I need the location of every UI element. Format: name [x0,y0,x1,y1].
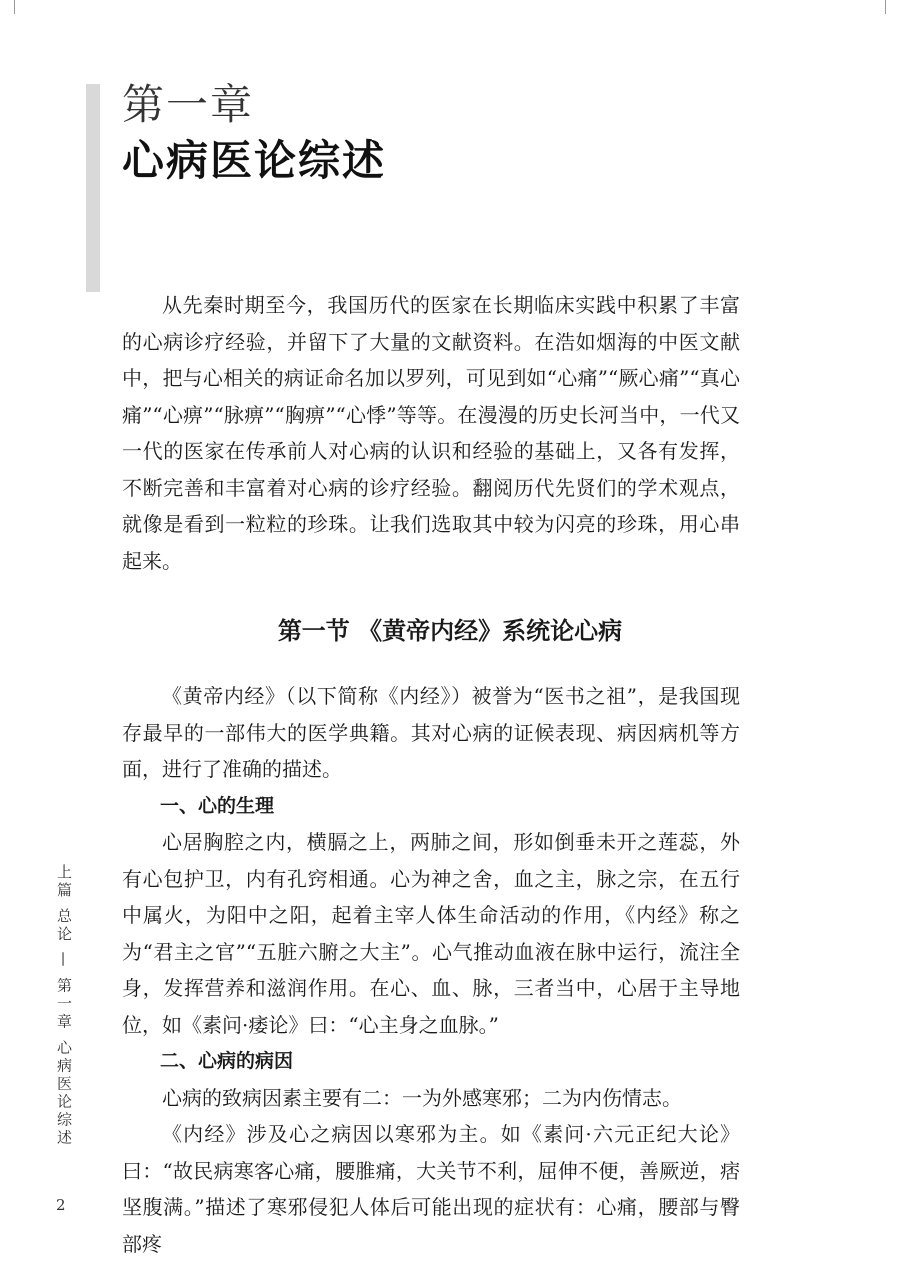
chapter-accent-bar [86,84,100,292]
subheading-etiology: 二、心病的病因 [160,1050,294,1072]
section-content [122,678,740,1262]
page-number: 2 [56,1196,66,1214]
chapter-label: 第一章 [122,80,255,129]
paragraph-3: 心病的致病因素主要有二：一为外感寒邪；二为内伤情志。 [162,1085,682,1110]
paragraph-4: 《内经》涉及心之病因以寒邪为主。如《素问·六元正纪大论》曰：“故民病寒客心痛，腰脽痛，大关节不利，屈伸不便，善厥逆，痞坚腹满。”描述了寒邪侵犯人体后可能出现的症状有：心痛，腰部与臀部疼 [122,1122,740,1256]
crop-mark-left [0,0,15,14]
intro-block [122,287,740,579]
paragraph-2: 心居胸腔之内，横膈之上，两肺之间，形如倒垂未开之莲蕊，外有心包护卫，内有孔窍相通。心为神之舍，血之主，脉之宗，在五行中属火，为阳中之阳，起着主宰人体生命活动的作用，《内经》称之为“君主之官”“五脏六腑之大主”。心气推动血液在脉中运行，流注全身，发挥营养和滋润作用。在心、血、脉，三者当中，心居于主导地位，如《素问·痿论》曰：“心主身之血脉。” [122,830,740,1037]
running-head: 上篇 总论 — 第一章 心病医论综述 [55,864,73,1148]
crop-mark-right [885,0,900,14]
chapter-title: 心病医论综述 [122,136,387,185]
paragraph-1: 《黄帝内经》（以下简称《内经》）被誉为“医书之祖”，是我国现存最早的一部伟大的医学典籍。其对心病的证候表现、病因病机等方面，进行了准确的描述。 [122,684,740,781]
intro-paragraph: 从先秦时期至今，我国历代的医家在长期临床实践中积累了丰富的心病诊疗经验，并留下了大量的文献资料。在浩如烟海的中医文献中，把与心相关的病证命名加以罗列，可见到如“心痛”“厥心痛”“真心痛”“心痹”“脉痹”“胸痹”“心悸”等等。在漫漫的历史长河当中，一代又一代的医家在传承前人对心病的认识和经验的基础上，又各有发挥，不断完善和丰富着对心病的诊疗经验。翻阅历代先贤们的学术观点，就像是看到一粒粒的珍珠。让我们选取其中较为闪亮的珍珠，用心串起来。 [122,293,740,573]
section-title: 第一节 《黄帝内经》系统论心病 [277,617,623,645]
subheading-physiology: 一、心的生理 [160,794,275,817]
